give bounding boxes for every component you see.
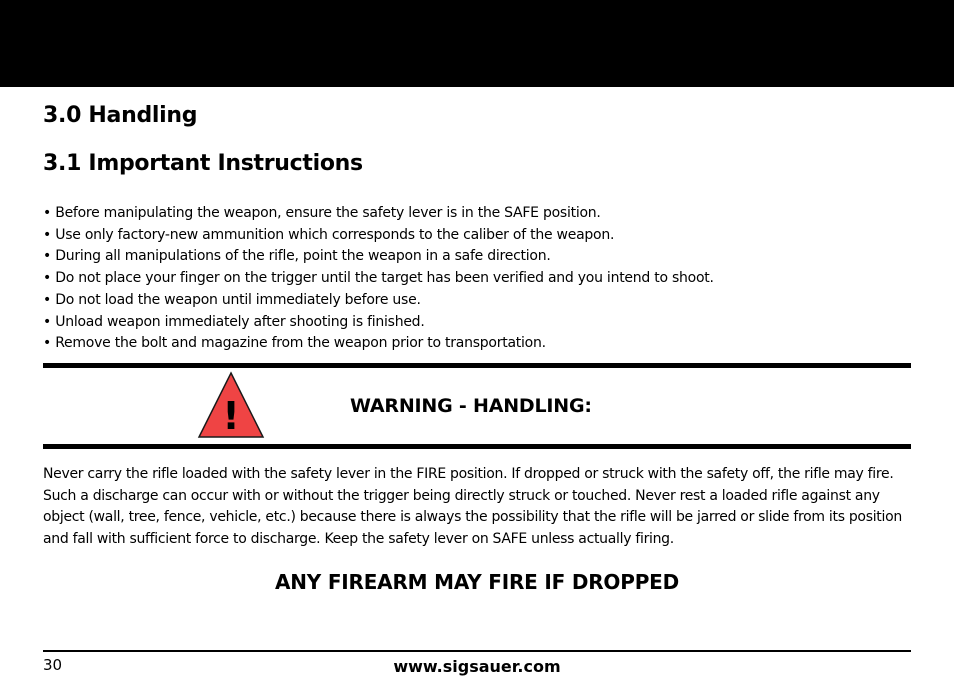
section-heading: 3.0 Handling bbox=[43, 103, 198, 128]
page-number: 30 bbox=[43, 656, 63, 674]
list-item: • Use only factory-new ammunition which corresponds to the caliber of the weapon. bbox=[43, 226, 615, 243]
list-item: • Before manipulating the weapon, ensure the safety lever is in the SAFE position. bbox=[43, 205, 601, 221]
warning-bottom-rule bbox=[43, 444, 911, 449]
warning-exclamation: ! bbox=[222, 394, 240, 438]
list-item: • Do not load the weapon until immediately before use. bbox=[43, 291, 421, 308]
list-item: • Remove the bolt and magazine from the weapon prior to transportation. bbox=[43, 335, 546, 352]
list-item: • During all manipulations of the rifle, point the weapon in a safe direction. bbox=[43, 248, 551, 265]
list-item: • Unload weapon immediately after shooting is finished. bbox=[43, 313, 425, 330]
subsection-heading: 3.1 Important Instructions bbox=[43, 151, 363, 176]
warning-title: WARNING - HANDLING: bbox=[350, 395, 592, 417]
list-item: • Do not place your finger on the trigger until the target has been verified and you intend to shoot. bbox=[43, 270, 714, 287]
drop-warning: ANY FIREARM MAY FIRE IF DROPPED bbox=[274, 570, 680, 594]
warning-top-rule bbox=[43, 363, 911, 368]
footer-rule bbox=[43, 650, 911, 652]
website-url: www.sigsauer.com bbox=[393, 657, 561, 676]
header-bar bbox=[0, 0, 954, 87]
warning-text: Never carry the rifle loaded with the safety lever in the FIRE position. If dropped or struck with the safety off, the rifle may fire. Such a discharge can occur with or without the trigger being directly struck or touched. Never rest a loaded rifle against any object (wall, tree, fence, vehicle, etc.) because there is always the possibility that the rifle will be jarred or slide from its position and fall with sufficient force to discharge. Keep the safety lever on SAFE unless actually firing. bbox=[43, 466, 902, 548]
warning-triangle-icon bbox=[197, 371, 265, 439]
instruction-list bbox=[43, 203, 714, 355]
